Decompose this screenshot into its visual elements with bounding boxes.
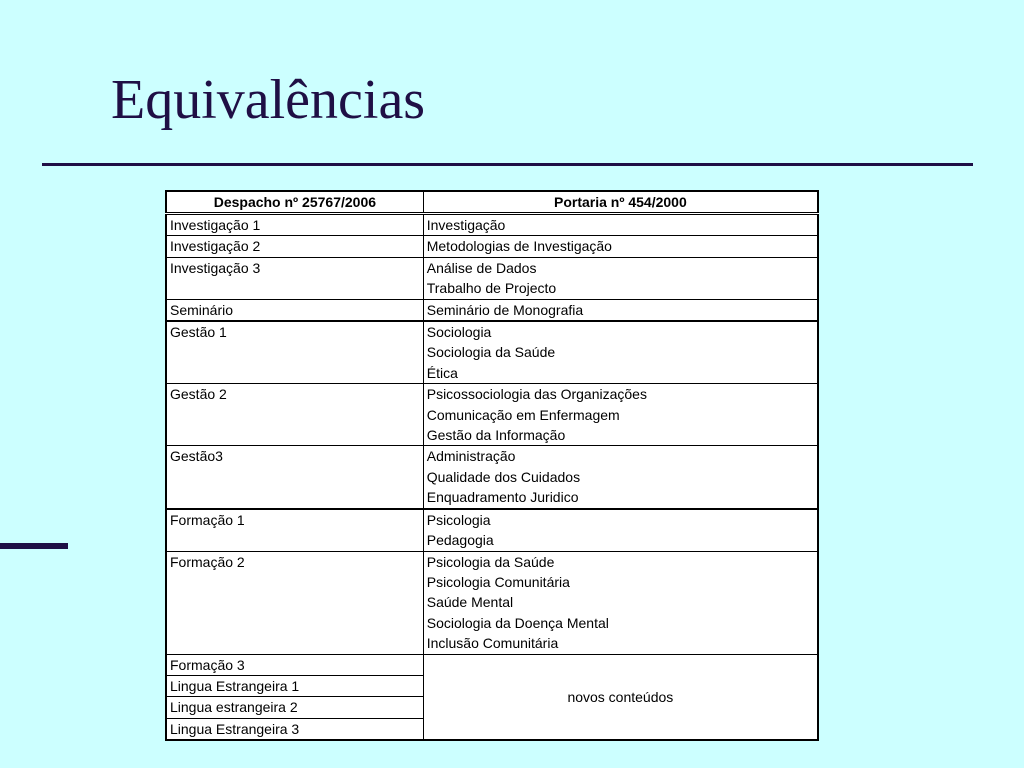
right-line: Ética xyxy=(426,364,458,381)
table-row xyxy=(166,509,818,551)
row-left-cell: Lingua estrangeira 2 xyxy=(166,697,423,718)
table-row xyxy=(166,257,818,299)
row-right-cell xyxy=(423,446,818,509)
right-line: Administração xyxy=(426,448,516,465)
right-line: Trabalho de Projecto xyxy=(426,280,557,297)
row-left-cell: Formação 2 xyxy=(166,551,423,654)
row-right-cell xyxy=(423,257,818,299)
column-header-portaria: Portaria nº 454/2000 xyxy=(423,191,818,214)
row-left-cell: Investigação 3 xyxy=(166,257,423,299)
equivalence-table xyxy=(165,190,819,741)
table-row xyxy=(166,236,818,257)
right-line: Psicologia xyxy=(426,511,491,528)
row-right-cell xyxy=(423,384,818,446)
side-accent-bar xyxy=(0,543,68,549)
right-line: Seminário de Monografia xyxy=(426,301,584,318)
table-row xyxy=(166,446,818,509)
right-line: Saúde Mental xyxy=(426,594,514,611)
right-line: Sociologia da Saúde xyxy=(426,344,556,361)
right-line: Psicologia Comunitária xyxy=(426,573,570,590)
row-right-cell xyxy=(423,236,818,257)
title-divider xyxy=(42,163,973,166)
column-header-despacho: Despacho nº 25767/2006 xyxy=(166,191,423,214)
table-row xyxy=(166,321,818,384)
row-right-cell xyxy=(423,299,818,321)
right-line: Comunicação em Enfermagem xyxy=(426,406,620,423)
right-line: Qualidade dos Cuidados xyxy=(426,468,581,485)
row-left-cell: Seminário xyxy=(166,299,423,321)
row-right-cell xyxy=(423,214,818,236)
table-header-row xyxy=(166,191,818,214)
row-left-cell: Formação 3 xyxy=(166,654,423,675)
right-line: Psicossociologia das Organizações xyxy=(426,386,647,403)
right-line: Investigação xyxy=(426,217,506,233)
right-line: Análise de Dados xyxy=(426,259,537,276)
table-row xyxy=(166,299,818,321)
row-left-cell: Investigação 1 xyxy=(166,214,423,236)
right-line: Inclusão Comunitária xyxy=(426,635,559,652)
table-row xyxy=(166,654,818,675)
slide-title: Equivalências xyxy=(111,69,426,131)
right-line: Sociologia da Doença Mental xyxy=(426,614,609,631)
table-row xyxy=(166,551,818,654)
row-left-cell: Lingua Estrangeira 1 xyxy=(166,675,423,696)
right-line: Gestão da Informação xyxy=(426,427,566,444)
row-left-cell: Gestão 1 xyxy=(166,321,423,384)
row-right-cell xyxy=(423,509,818,551)
right-line: Sociologia xyxy=(426,324,492,341)
right-line: Psicologia da Saúde xyxy=(426,553,555,570)
right-line: Enquadramento Juridico xyxy=(426,489,579,506)
right-line: Pedagogia xyxy=(426,532,494,549)
row-left-cell: Investigação 2 xyxy=(166,236,423,257)
right-line: Metodologias de Investigação xyxy=(426,238,612,255)
row-left-cell: Gestão3 xyxy=(166,446,423,509)
table-row xyxy=(166,384,818,446)
row-left-cell: Formação 1 xyxy=(166,509,423,551)
row-left-cell: Lingua Estrangeira 3 xyxy=(166,718,423,740)
row-left-cell: Gestão 2 xyxy=(166,384,423,446)
merged-right-cell: novos conteúdos xyxy=(423,654,818,740)
row-right-cell xyxy=(423,321,818,384)
table-row xyxy=(166,214,818,236)
row-right-cell xyxy=(423,551,818,654)
